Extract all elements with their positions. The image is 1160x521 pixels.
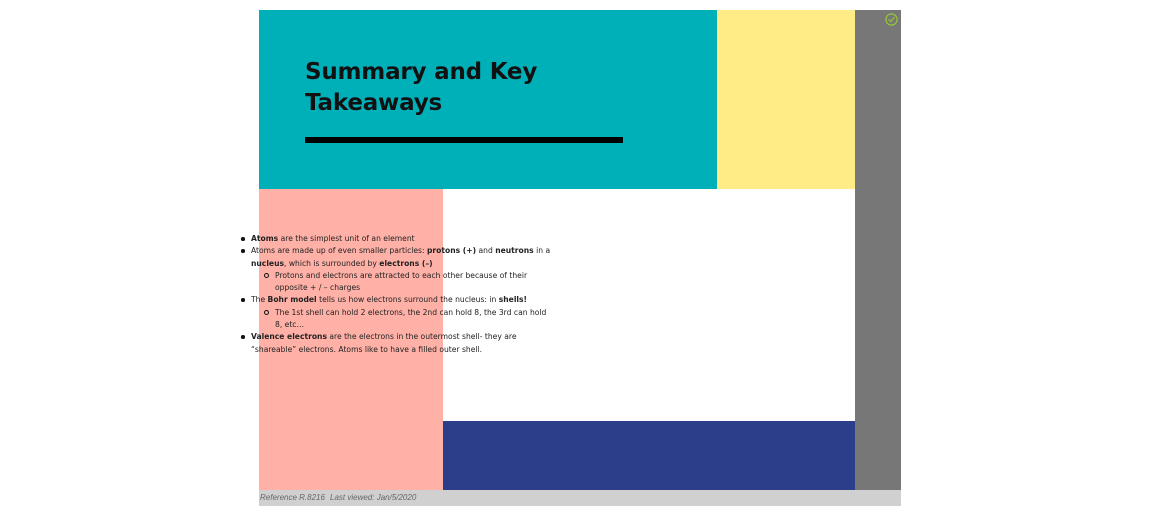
navy-accent-panel (443, 421, 855, 490)
bullet-text: are the electrons in the outermost shell- they are “shareable” electrons. Atoms like to have a filled outer shell. (251, 332, 517, 354)
bullet-text: tells us how electrons surround the nucleus: in (316, 295, 499, 305)
bullet-text: in a (533, 246, 551, 256)
bullet-text: The 1st shell can hold 2 electrons, the 2nd can hold 8, the 3rd can hold 8, etc… (275, 307, 547, 330)
grey-side-panel (855, 10, 901, 490)
slide-title: Summary and Key Takeaways (305, 59, 538, 116)
bullet-bold-text: electrons (–) (379, 258, 433, 268)
bullet-text: Atoms are made up of even smaller particles: (251, 246, 427, 256)
bullet-bold-text: Atoms (251, 234, 279, 243)
summary-bullet-list (241, 233, 551, 356)
bullet-item (241, 233, 551, 245)
title-underline (305, 137, 623, 143)
sub-bullet-item (241, 307, 551, 332)
reference-label: Reference R.8216 (260, 493, 325, 502)
bullet-text: are the simplest unit of an element (278, 234, 415, 243)
yellow-accent-panel (717, 10, 855, 189)
bullet-item (241, 245, 551, 270)
bullet-text: The (251, 295, 268, 305)
bullet-bold-text: shells! (498, 295, 528, 305)
bullet-bold-text: neutrons (495, 246, 534, 256)
check-circle-icon[interactable] (885, 13, 898, 26)
sub-bullet-item (241, 270, 551, 295)
status-footer (259, 490, 901, 506)
bullet-bold-text: protons (+) (426, 246, 477, 256)
last-viewed-label: Last viewed: Jan/5/2020 (330, 493, 417, 502)
bullet-text: , which is surrounded by (284, 258, 380, 268)
bullet-bold-text: Valence electrons (251, 332, 327, 342)
bullet-item (241, 331, 551, 356)
bullet-text: and (476, 246, 496, 256)
bullet-bold-text: Bohr model (267, 295, 317, 305)
bullet-item (241, 294, 551, 306)
bullet-text: Protons and electrons are attracted to each other because of their opposite + / – charges (275, 270, 528, 293)
bullet-bold-text: nucleus (251, 258, 284, 268)
